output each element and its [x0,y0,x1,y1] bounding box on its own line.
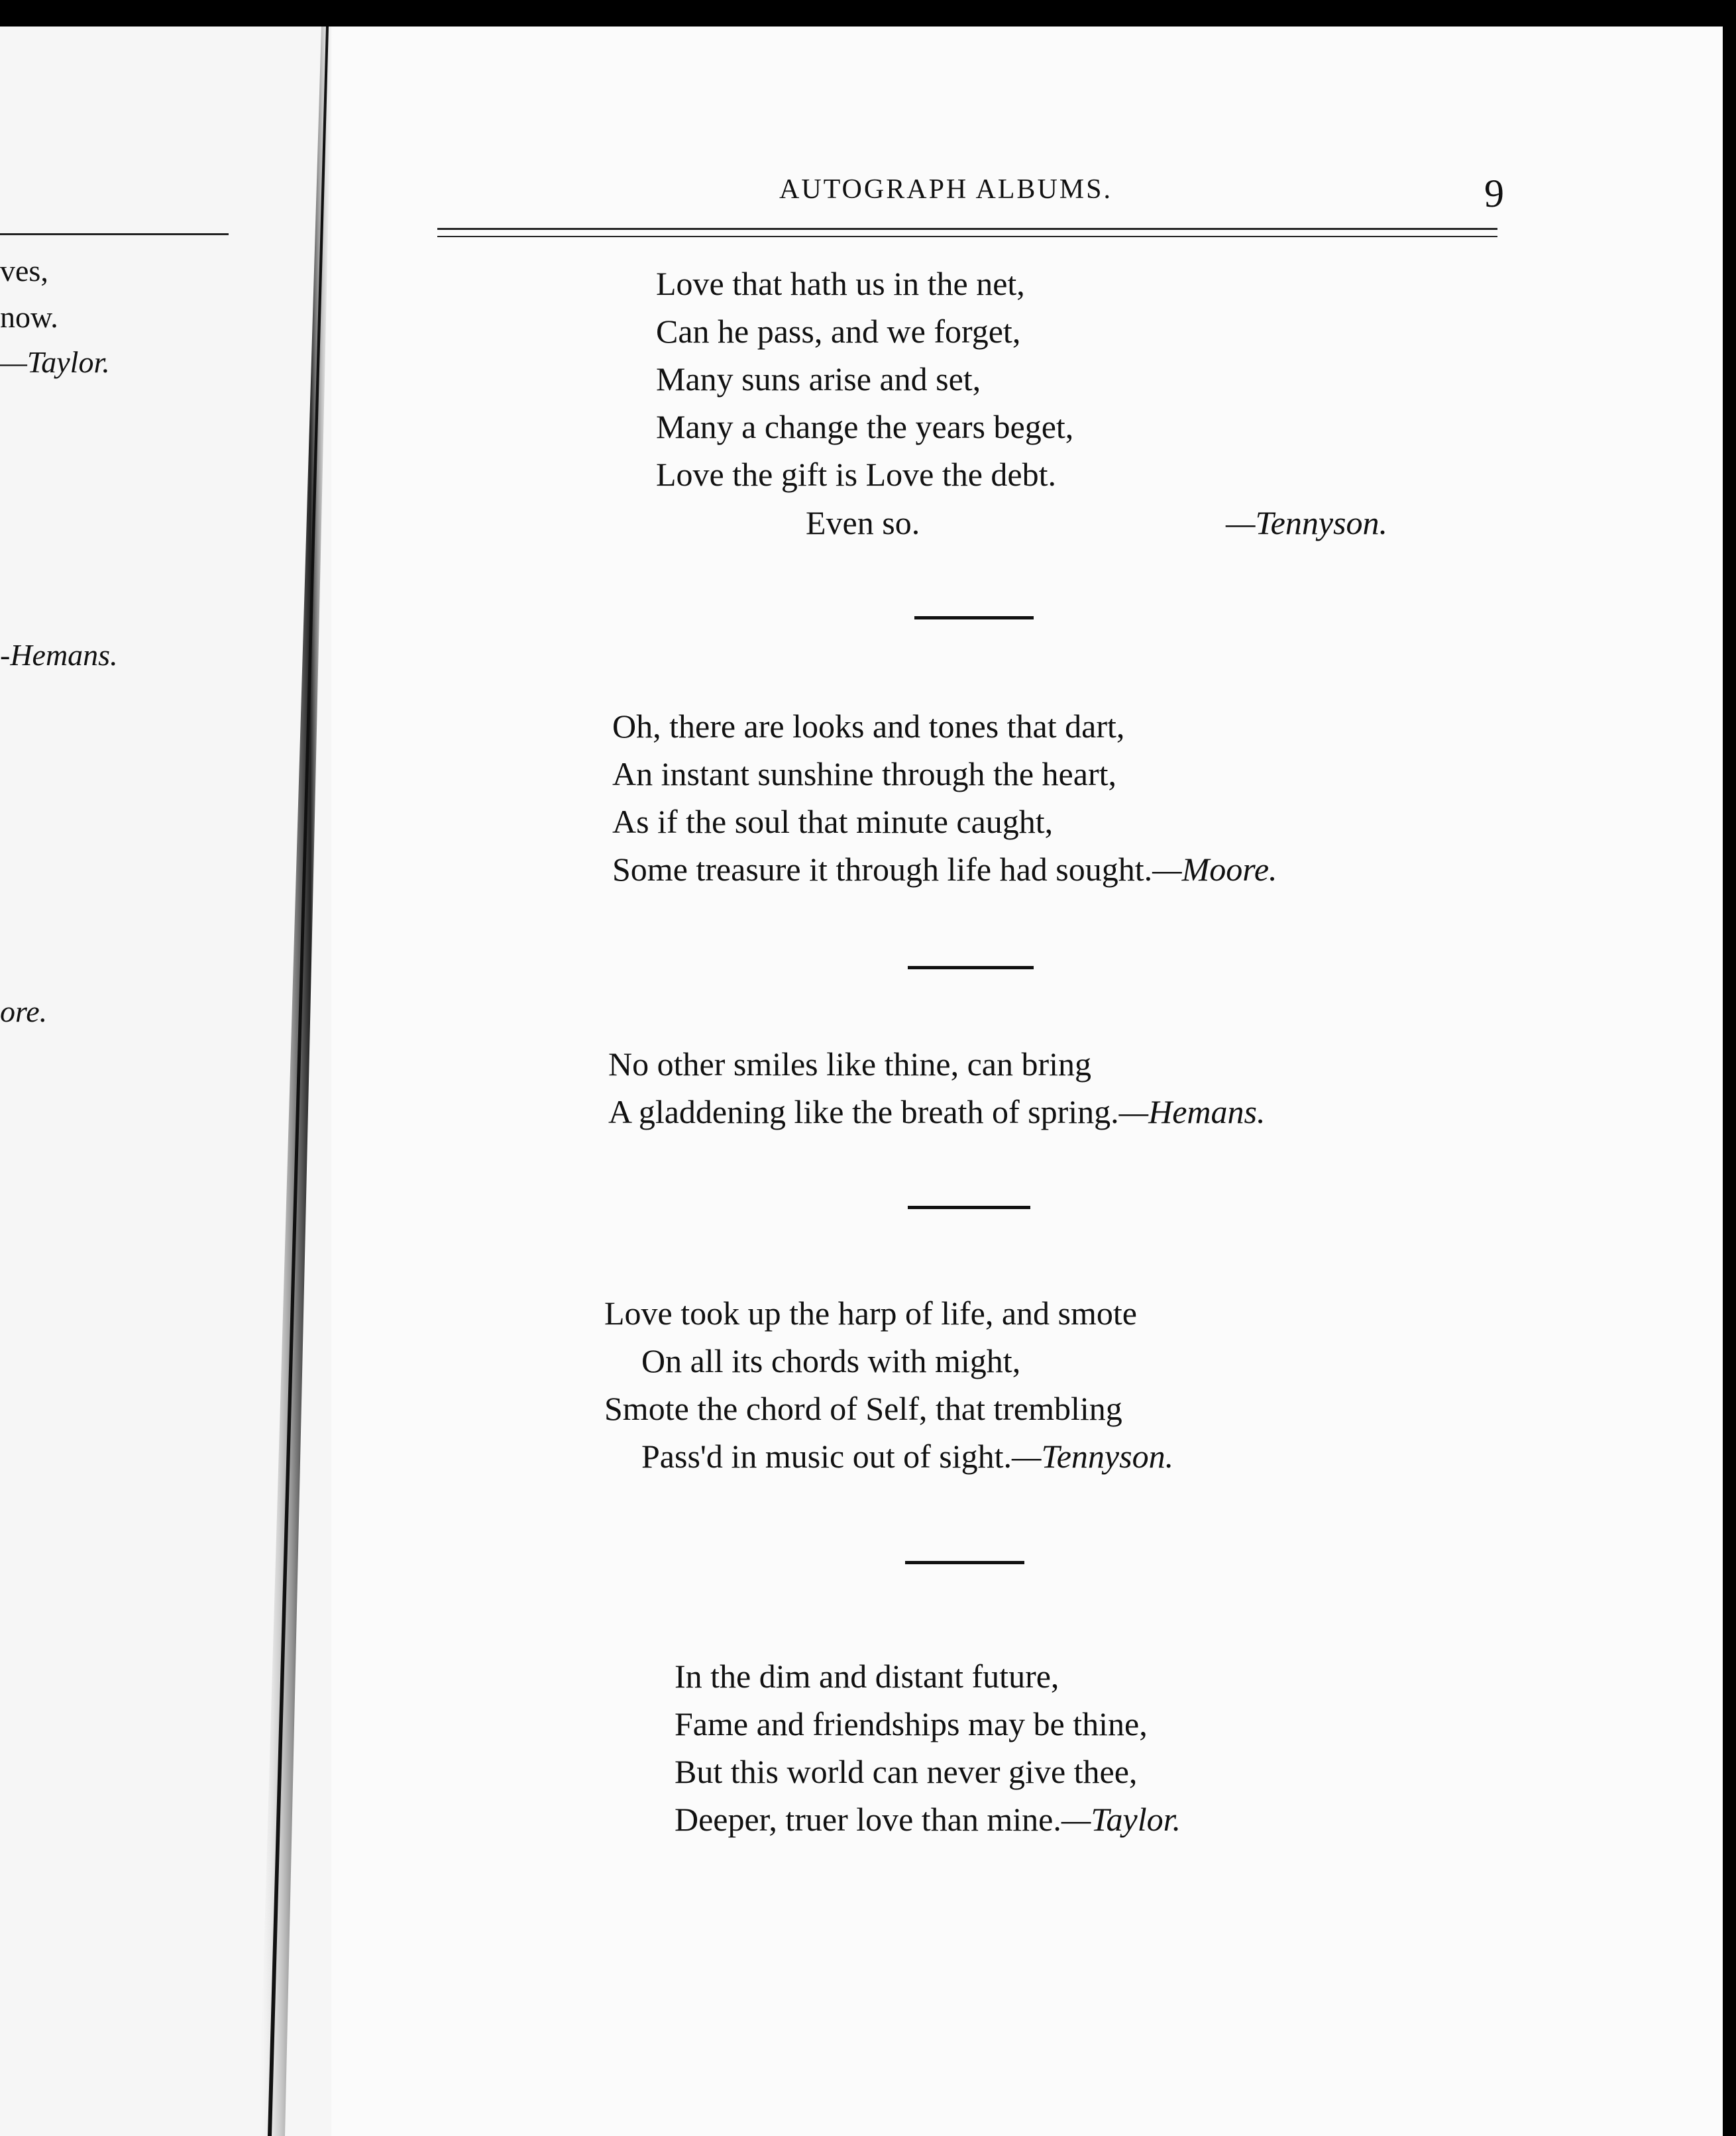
left-fragment: ore. [0,994,48,1028]
poem-author: —Tennyson. [1226,504,1388,541]
poem-line-text: A gladdening like the breath of spring. [608,1093,1119,1130]
poem-5 [675,1652,1181,1843]
section-divider [914,616,1034,619]
poem-line: As if the soul that minute caught, [612,803,1054,840]
left-fragment: —Taylor. [0,345,110,379]
poem-line: Love that hath us in the net, [656,265,1025,302]
poem-line [612,845,1277,893]
poem-line: Many suns arise and set, [656,360,981,398]
scan-border [1723,0,1736,2136]
poem-line: Smote the chord of Self, that trembling [604,1390,1122,1427]
poem-line [675,1795,1181,1843]
poem-1 [656,260,1073,498]
poem-line-text: Pass'd in music out of sight. [641,1438,1012,1475]
poem-line: No other smiles like thine, can bring [608,1045,1092,1083]
poem-author: —Tennyson. [1012,1438,1174,1475]
section-divider [908,966,1034,969]
section-divider [908,1206,1030,1209]
poem-line: Many a change the years beget, [656,408,1074,445]
header-rule [437,228,1497,230]
page-fold-shadow [179,27,345,2136]
poem-line: Can he pass, and we forget, [656,313,1021,350]
header-rule [437,236,1497,237]
section-divider [905,1561,1024,1564]
poem-author: —Taylor. [1061,1801,1181,1838]
poem-line [604,1432,1173,1480]
poem-author: —Hemans. [1118,1093,1266,1130]
poem-closing: Even so. [806,504,920,541]
poem-line: But this world can never give thee, [675,1753,1138,1790]
poem-2 [612,702,1277,893]
poem-line: Love the gift is Love the debt. [656,456,1057,493]
poem-line: In the dim and distant future, [675,1658,1059,1695]
poem-3 [608,1040,1265,1136]
poem-line: Oh, there are looks and tones that dart, [612,708,1125,745]
page-number: 9 [1484,172,1504,215]
running-header: AUTOGRAPH ALBUMS. [779,174,1112,205]
left-fragment: ves, [0,254,48,288]
left-fragment: -Hemans. [0,638,118,672]
poem-line-text: Some treasure it through life had sought. [612,851,1153,888]
poem-line: On all its chords with might, [641,1342,1021,1379]
poem-line: Fame and friendships may be thine, [675,1705,1148,1742]
poem-line-text: Deeper, truer love than mine. [675,1801,1061,1838]
poem-line: Love took up the harp of life, and smote [604,1295,1137,1332]
poem-line [608,1088,1265,1136]
poem-4 [604,1289,1173,1480]
left-fragment: now. [0,300,58,334]
poem-author: —Moore. [1152,851,1277,888]
poem-line: An instant sunshine through the heart, [612,755,1116,792]
